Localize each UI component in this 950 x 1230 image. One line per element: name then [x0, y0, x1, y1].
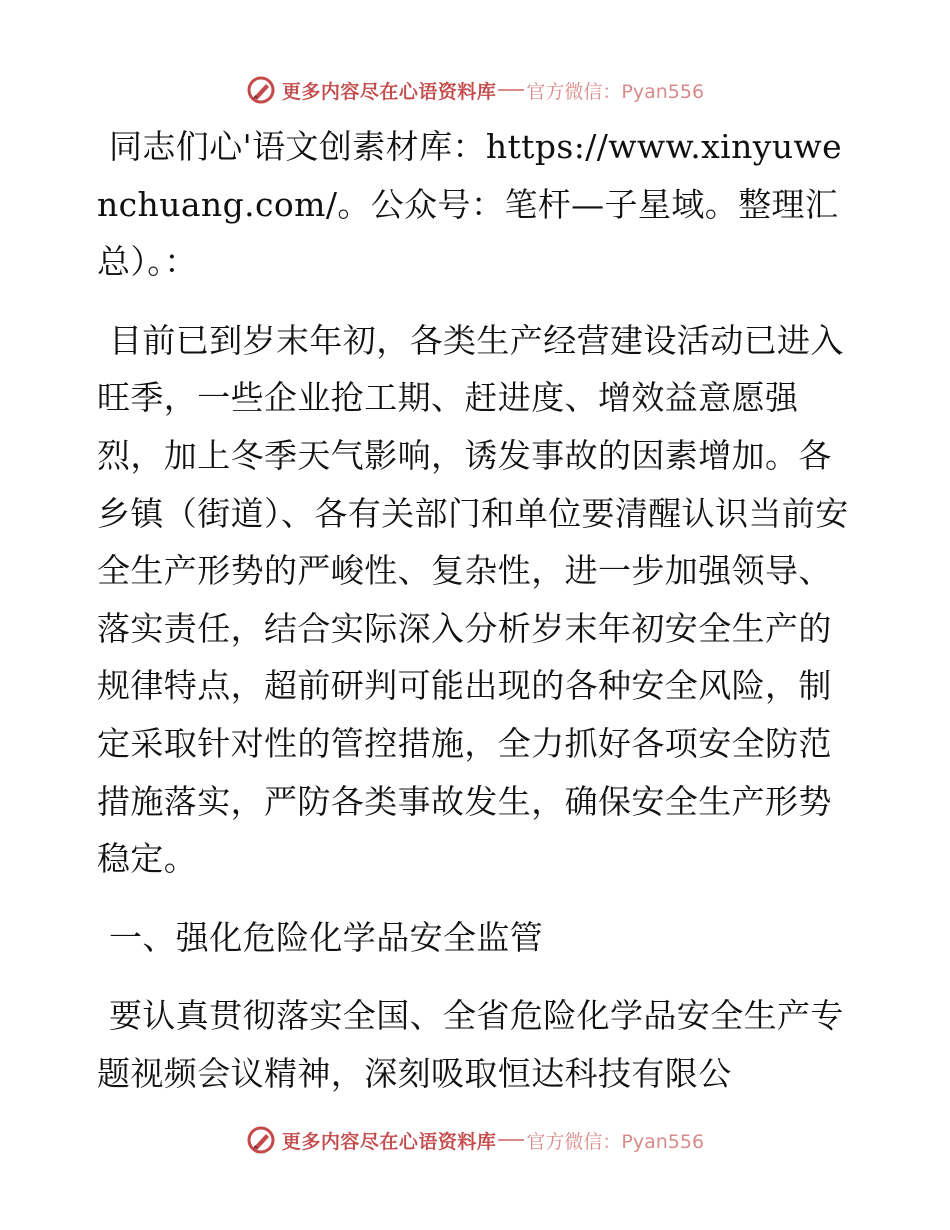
pen-logo-icon	[246, 1125, 276, 1155]
pen-logo-icon	[246, 75, 276, 105]
footer-banner	[0, 1120, 950, 1160]
paragraph-intro: 目前已到岁末年初，各类生产经营建设活动已进入旺季，一些企业抢工期、赶进度、增效益意愿强烈，加上冬季天气影响，诱发事故的因素增加。各乡镇（街道）、各有关部门和单位要清醒认识当前安全生产形势的严峻性、复杂性，进一步加强领导、落实责任，结合实际深入分析岁末年初安全生产的规律特点，超前研判可能出现的各种安全风险，制定采取针对性的管控措施，全力抓好各项安全防范措施落实，严防各类事故发生，确保安全生产形势稳定。	[97, 320, 849, 879]
banner-divider	[498, 1139, 524, 1141]
document-body	[97, 118, 857, 1103]
banner-wechat: 官方微信：Pyan556	[526, 1130, 705, 1153]
paragraph-section-1: 要认真贯彻落实全国、全省危险化学品安全生产专题视频会议精神，深刻吸取恒达科技有限公	[97, 996, 844, 1093]
section-heading: 一、强化危险化学品安全监管	[109, 917, 544, 957]
banner-title: 更多内容尽在心语资料库	[281, 80, 497, 103]
banner-title: 更多内容尽在心语资料库	[281, 1130, 497, 1153]
paragraph-source: 同志们心'语文创素材库：https://www.xinyuwenchuang.com/。公众号：笔杆—子星域。整理汇总）。：	[97, 127, 843, 282]
header-banner	[0, 70, 950, 110]
banner-divider	[498, 89, 524, 91]
banner-wechat: 官方微信：Pyan556	[526, 80, 705, 103]
